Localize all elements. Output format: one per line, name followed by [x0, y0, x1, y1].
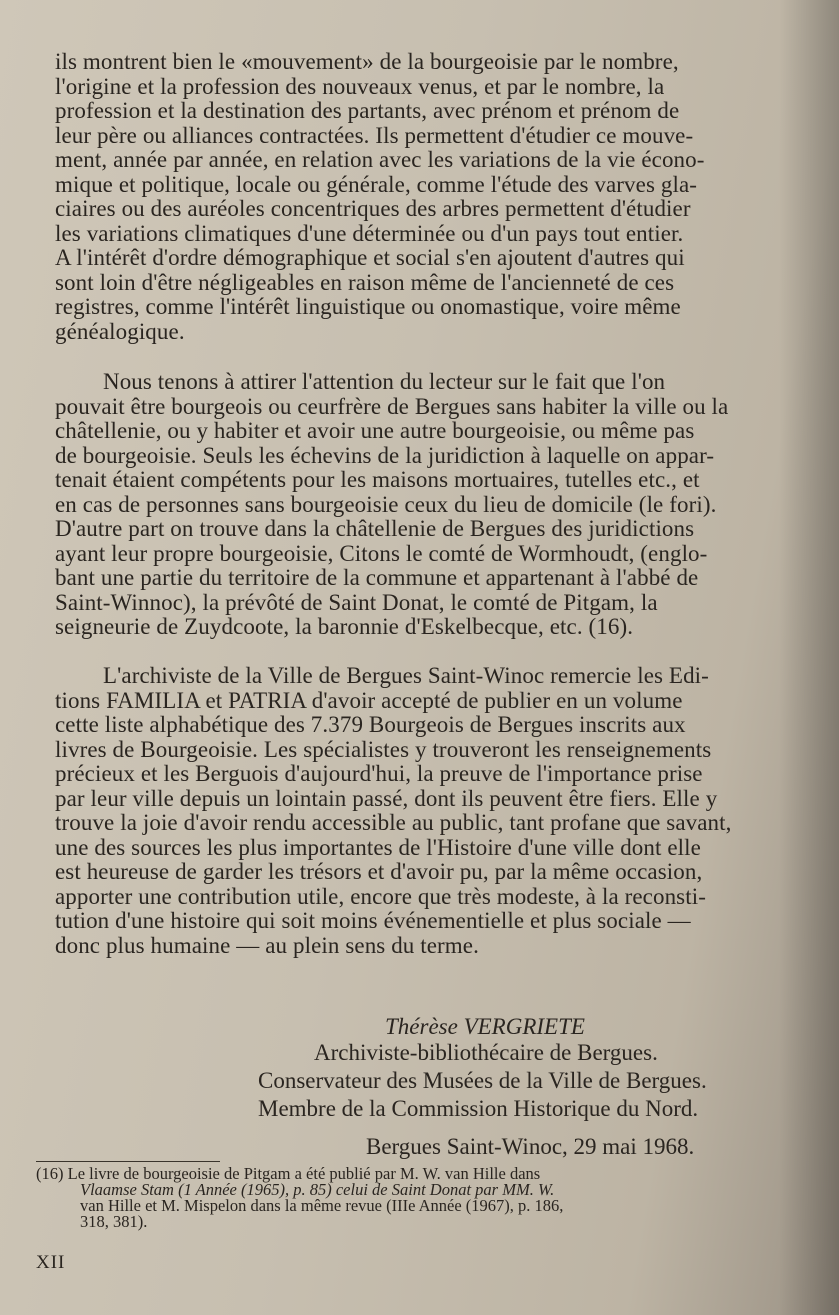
text-line: trouve la joie d'avoir rendu accessible au public, tant profane que savant, [55, 810, 732, 835]
text-line: ciaires ou des auréoles concentriques des arbres permettent d'étudier [55, 196, 691, 221]
footnote-line: 318, 381). [80, 1212, 148, 1231]
text-line: tution d'une histoire qui soit moins événementielle et plus sociale — [55, 908, 691, 933]
text-line: sont loin d'être négligeables en raison même de l'ancienneté de ces [55, 269, 675, 295]
footnote-line: (16) Le livre de bourgeoisie de Pitgam a été publié par M. W. van Hille dans [36, 1164, 541, 1183]
text-line: ayant leur propre bourgeoisie, Citons le comté de Wormhoudt, (englo- [55, 540, 708, 566]
text-line: ils montrent bien le «mouvement» de la bourgeoisie par le nombre, [55, 49, 679, 74]
body-text-3 [55, 664, 775, 958]
text-line: A l'intérêt d'ordre démographique et social s'en ajoutent d'autres qui [55, 245, 685, 270]
text-line: profession et la destination des partants, avec prénom et prénom de [55, 98, 680, 123]
text-line: par leur ville depuis un lointain passé, dont ils peuvent être fiers. Elle y [55, 785, 718, 811]
signature-title: Conservateur des Musées de la Ville de Bergues. [258, 1068, 707, 1093]
body-text [55, 50, 775, 344]
text-line: seigneurie de Zuydcoote, la baronnie d'Eskelbecque, etc. (16). [55, 614, 634, 639]
body-text-2 [55, 370, 775, 640]
signature-name: Thérèse VERGRIETE [385, 1014, 585, 1039]
text-line: tenait étaient compétents pour les maisons mortuaires, tutelles etc., et [55, 467, 700, 492]
footnote-line: Vlaamse Stam (1 Année (1965), p. 85) celui de Saint Donat par MM. W. [80, 1180, 555, 1199]
text-line: donc plus humaine — au plein sens du terme. [55, 932, 479, 958]
paragraph-1 [55, 50, 775, 344]
footnote-divider [36, 1161, 220, 1162]
text-line: mique et politique, locale ou générale, comme l'étude des varves gla- [55, 171, 698, 197]
signature-title: Membre de la Commission Historique du Nord. [258, 1096, 699, 1121]
text-line: Saint-Winnoc), la prévôté de Saint Donat, le comté de Pitgam, la [55, 589, 658, 615]
text-line: une des sources les plus importantes de l'Histoire d'une ville dont elle [55, 834, 701, 860]
text-line: livres de Bourgeoisie. Les spécialistes y trouveront les renseignements [55, 736, 712, 762]
text-line: pouvait être bourgeois ou ceurfrère de Bergues sans habiter la ville ou la [55, 393, 729, 419]
text-line: bant une partie du territoire de la commune et appartenant à l'abbé de [55, 565, 699, 590]
page-number: XII [36, 1252, 66, 1273]
signature-title: Archiviste-bibliothécaire de Bergues. [314, 1040, 658, 1065]
text-line: D'autre part on trouve dans la châtellenie de Bergues des juridictions [55, 516, 695, 541]
paragraph-3 [55, 664, 775, 958]
text-line: ment, année par année, en relation avec les variations de la vie écono- [55, 147, 705, 172]
text-line: précieux et les Berguois d'aujourd'hui, la preuve de l'importance prise [55, 761, 703, 786]
text-line: en cas de personnes sans bourgeoisie ceux du lieu de domicile (le fori). [55, 491, 717, 517]
text-line: tions FAMILIA et PATRIA d'avoir accepté de publier en un volume [55, 687, 683, 713]
text-line: Nous tenons à attirer l'attention du lecteur sur le fait que l'on [103, 369, 666, 394]
signature-place-date: Bergues Saint-Winoc, 29 mai 1968. [366, 1134, 695, 1159]
text-line: l'origine et la profession des nouveaux venus, et par le nombre, la [55, 73, 665, 99]
text-line: apporter une contribution utile, encore que très modeste, à la reconsti- [55, 883, 706, 909]
text-line: L'archiviste de la Ville de Bergues Saint-Winoc remercie les Edi- [103, 663, 709, 688]
text-line: cette liste alphabétique des 7.379 Bourgeois de Bergues inscrits aux [55, 712, 686, 737]
paragraph-2 [55, 370, 775, 640]
text-line: les variations climatiques d'une déterminée ou d'un pays tout entier. [55, 220, 684, 246]
text-line: est heureuse de garder les trésors et d'avoir pu, par la même occasion, [55, 859, 703, 884]
text-line: châtellenie, ou y habiter et avoir une autre bourgeoisie, ou même pas [55, 418, 695, 443]
page-shadow [779, 0, 839, 1315]
footnote-line: van Hille et M. Mispelon dans la même revue (IIIe Année (1967), p. 186, [80, 1196, 564, 1215]
text-line: registres, comme l'intérêt linguistique ou onomastique, voire même [55, 294, 681, 319]
text-line: leur père ou alliances contractées. Ils permettent d'étudier ce mouve- [55, 122, 694, 148]
text-line: de bourgeoisie. Seuls les échevins de la juridiction à laquelle on appar- [55, 442, 715, 468]
text-line: généalogique. [55, 318, 185, 344]
footnote [36, 1166, 756, 1230]
